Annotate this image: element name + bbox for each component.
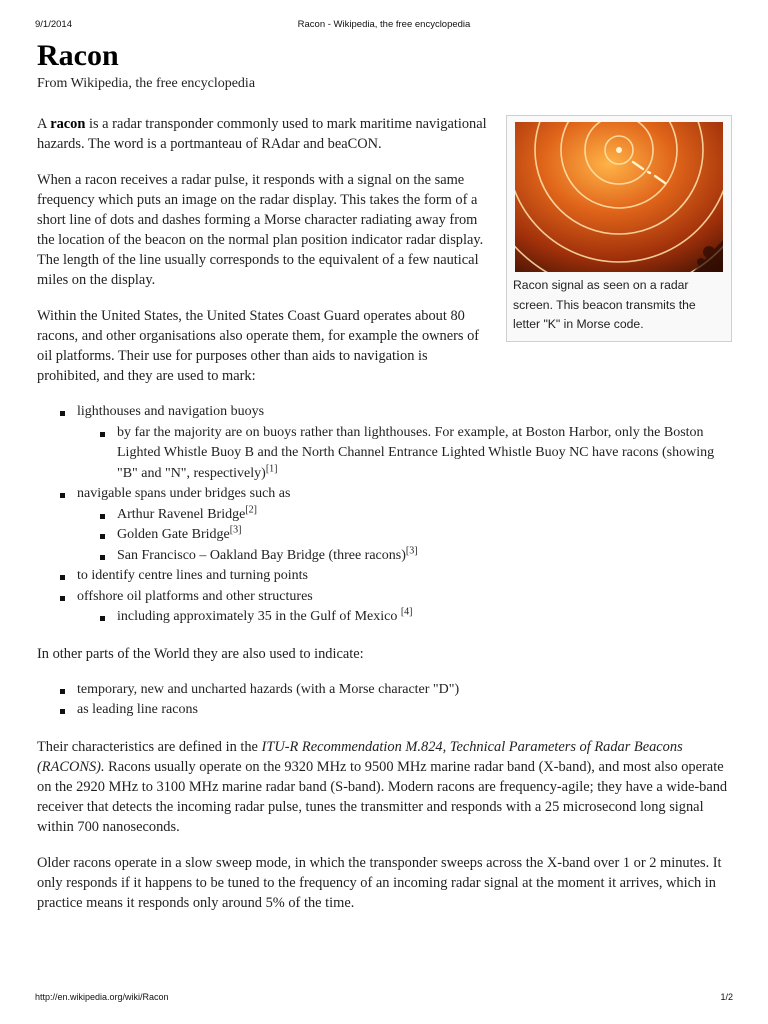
list-item-bridges-text: navigable spans under bridges such as xyxy=(77,486,291,501)
reference-link[interactable]: [3] xyxy=(405,544,418,556)
list-item-hazards: temporary, new and uncharted hazards (with a Morse character "D") xyxy=(77,681,460,697)
racon-radar-image[interactable] xyxy=(515,122,723,272)
link-golden-gate-bridge[interactable]: Golden Gate Bridge xyxy=(117,527,230,542)
reference-link[interactable]: [3] xyxy=(229,524,242,536)
link-arthur-ravenel-bridge[interactable]: Arthur Ravenel Bridge xyxy=(117,506,246,522)
paragraph-characteristics xyxy=(37,737,731,837)
itu-recommendation: ITU-R Recommendation M.824, Technical Parameters of Radar Beacons (RACONS). xyxy=(37,738,683,775)
paragraph-united-states: Within the United States, the United States Coast Guard operates about 80 racons, and other organisations also operate them, for example the owners of oil platforms. Their use for purposes other than aids to navigation is prohibited, and they are used to mark: xyxy=(37,308,480,384)
reference-link[interactable]: [2] xyxy=(245,503,257,515)
uses-list xyxy=(37,402,731,628)
other-uses-list xyxy=(37,680,731,721)
paragraph-other-parts: In other parts of the World they are also used to indicate: xyxy=(37,645,364,662)
link-bay-bridge[interactable]: San Francisco – Oakland Bay Bridge (three racons) xyxy=(117,547,406,563)
paragraph-radar-pulse: When a racon receives a radar pulse, it responds with a signal on the same frequency which puts an image on the radar display. This takes the form of a short line of dots and dashes forming a Morse character radiating away from the location of the beacon on the normal plan position indicator radar display. The length of the line usually corresponds to the equivalent of a few nautical miles on the display. xyxy=(37,172,484,288)
list-item-gulf-text: including approximately 35 in the Gulf of Mexico xyxy=(117,609,401,624)
characteristics-text: Racons usually operate on the 9320 MHz to 9500 MHz marine radar band (X-band), and most also operate on the 2920 MHz to 3100 MHz marine radar band (S-band). Modern racons are frequency-agile; they have a wide-band receiver that detects the incoming radar pulse, tunes the transmitter and responds with a 25 microsecond long signal within 700 nanoseconds. xyxy=(37,758,728,835)
list-item-centre-lines: to identify centre lines and turning points xyxy=(77,568,308,583)
list-item-oil-platforms: offshore oil platforms and other structures xyxy=(77,588,313,604)
print-header xyxy=(35,19,733,33)
list-item-leading-line: as leading line racons xyxy=(77,702,198,717)
page-title: Racon xyxy=(37,39,119,72)
list-item-buoys-text: by far the majority are on buoys rather than lighthouses. For example, at Boston Harbor, only the Boston Lighted Whistle Buoy B and the North Channel Entrance Lighted Whistle Buoy NC have racons (showing "B" and "N", respectively) xyxy=(117,424,715,481)
intro-lead: A xyxy=(37,116,51,132)
list-item xyxy=(77,680,731,701)
page-number: 1/2 xyxy=(720,992,733,1002)
paragraph-older-racons: Older racons operate in a slow sweep mode, in which the transponder sweeps across the X-band over 1 or 2 minutes. It only responds if it happens to be tuned to the frequency of an incoming radar signal at the moment it arrives, which in practice means it responds only around 5% of the time. xyxy=(37,854,722,911)
list-item xyxy=(117,423,731,485)
reference-link[interactable]: [1] xyxy=(265,462,278,474)
page-subtitle: From Wikipedia, the free encyclopedia xyxy=(37,76,256,91)
list-item-lighthouses[interactable]: lighthouses and navigation buoys xyxy=(77,404,265,419)
list-item xyxy=(117,546,731,567)
list-item xyxy=(77,566,731,587)
intro-text: is a radar transponder commonly used to mark maritime navigational hazards. The word is a portmanteau of RAdar and beaCON. xyxy=(37,116,487,152)
list-item xyxy=(117,505,731,526)
figure-caption: Racon signal as seen on a radar screen. This beacon transmits the letter "K" in Morse code. xyxy=(513,278,696,331)
print-title: Racon - Wikipedia, the free encyclopedia xyxy=(297,19,471,30)
list-item xyxy=(77,587,731,628)
characteristics-lead: Their characteristics are defined in the xyxy=(37,738,262,755)
list-item xyxy=(117,525,731,546)
article-content xyxy=(37,36,731,929)
list-item xyxy=(77,484,731,566)
print-date: 9/1/2014 xyxy=(35,19,72,30)
racon-term: racon xyxy=(50,116,86,132)
print-footer xyxy=(35,992,733,1006)
list-item xyxy=(117,607,731,628)
reference-link[interactable]: [4] xyxy=(400,606,413,618)
list-item xyxy=(77,402,731,484)
list-item xyxy=(77,700,731,721)
figure-thumbnail xyxy=(506,115,732,342)
print-url: http://en.wikipedia.org/wiki/Racon xyxy=(35,992,169,1002)
